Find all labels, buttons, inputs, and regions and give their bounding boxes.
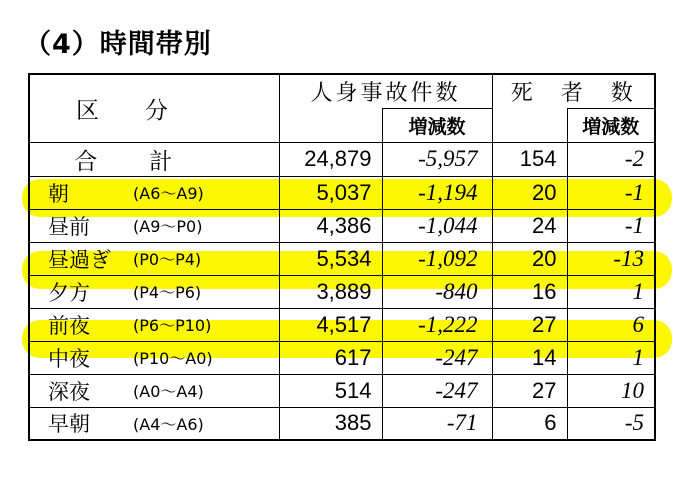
table-row	[29, 407, 655, 440]
row-deaths: 27	[492, 374, 567, 407]
row-accidents-change: -1,092	[382, 242, 492, 275]
row-name: 夕方	[29, 275, 129, 308]
row-deaths: 20	[492, 176, 567, 209]
row-name: 昼過ぎ	[29, 242, 129, 275]
total-label: 合 計	[29, 142, 279, 176]
row-accidents-change: -1,222	[382, 308, 492, 341]
row-accidents: 4,517	[279, 308, 382, 341]
row-accidents: 5,037	[279, 176, 382, 209]
header-row-1	[29, 74, 655, 108]
row-name: 中夜	[29, 341, 129, 374]
section-title: （4）時間帯別	[24, 29, 212, 60]
total-deaths: 154	[492, 142, 567, 176]
row-deaths: 24	[492, 209, 567, 242]
total-row	[29, 142, 655, 176]
row-deaths-change: 6	[567, 308, 655, 341]
row-period: (P10～A0)	[129, 341, 279, 374]
row-accidents: 514	[279, 374, 382, 407]
row-name: 深夜	[29, 374, 129, 407]
row-accidents: 5,534	[279, 242, 382, 275]
row-deaths-change: -13	[567, 242, 655, 275]
total-deaths-change: -2	[567, 142, 655, 176]
row-deaths-change: 10	[567, 374, 655, 407]
row-accidents-change: -247	[382, 341, 492, 374]
table-row	[29, 374, 655, 407]
row-name: 昼前	[29, 209, 129, 242]
table-row	[29, 176, 655, 209]
row-deaths: 16	[492, 275, 567, 308]
row-deaths-change: -1	[567, 176, 655, 209]
row-name: 朝	[29, 176, 129, 209]
table-row	[29, 209, 655, 242]
table-row	[29, 275, 655, 308]
row-name: 早朝	[29, 407, 129, 440]
row-accidents-change: -1,194	[382, 176, 492, 209]
row-period: (P6～P10)	[129, 308, 279, 341]
row-period: (P4～P6)	[129, 275, 279, 308]
row-accidents: 617	[279, 341, 382, 374]
row-deaths-change: 1	[567, 341, 655, 374]
row-period: (A9～P0)	[129, 209, 279, 242]
row-deaths: 27	[492, 308, 567, 341]
row-accidents: 3,889	[279, 275, 382, 308]
header-deaths-change: 増減数	[567, 108, 655, 142]
row-accidents-change: -247	[382, 374, 492, 407]
row-name: 前夜	[29, 308, 129, 341]
table-row	[29, 341, 655, 374]
row-period: (A6～A9)	[129, 176, 279, 209]
header-casualty-accidents: 人身事故件数	[279, 74, 492, 108]
row-accidents-change: -1,044	[382, 209, 492, 242]
total-accidents-change: -5,957	[382, 142, 492, 176]
table-row	[29, 308, 655, 341]
row-deaths: 20	[492, 242, 567, 275]
row-deaths: 14	[492, 341, 567, 374]
row-period: (A0～A4)	[129, 374, 279, 407]
row-period: (A4～A6)	[129, 407, 279, 440]
time-period-table	[28, 73, 656, 441]
row-deaths: 6	[492, 407, 567, 440]
row-period: (P0～P4)	[129, 242, 279, 275]
header-accidents-change: 増減数	[382, 108, 492, 142]
row-deaths-change: -1	[567, 209, 655, 242]
header-deaths: 死 者 数	[492, 74, 655, 108]
row-accidents: 385	[279, 407, 382, 440]
header-category: 区 分	[29, 74, 279, 142]
row-accidents-change: -71	[382, 407, 492, 440]
row-accidents: 4,386	[279, 209, 382, 242]
table-row	[29, 242, 655, 275]
row-accidents-change: -840	[382, 275, 492, 308]
header-deaths-blank	[492, 108, 567, 142]
row-deaths-change: -5	[567, 407, 655, 440]
row-deaths-change: 1	[567, 275, 655, 308]
total-accidents: 24,879	[279, 142, 382, 176]
header-accidents-blank	[279, 108, 382, 142]
